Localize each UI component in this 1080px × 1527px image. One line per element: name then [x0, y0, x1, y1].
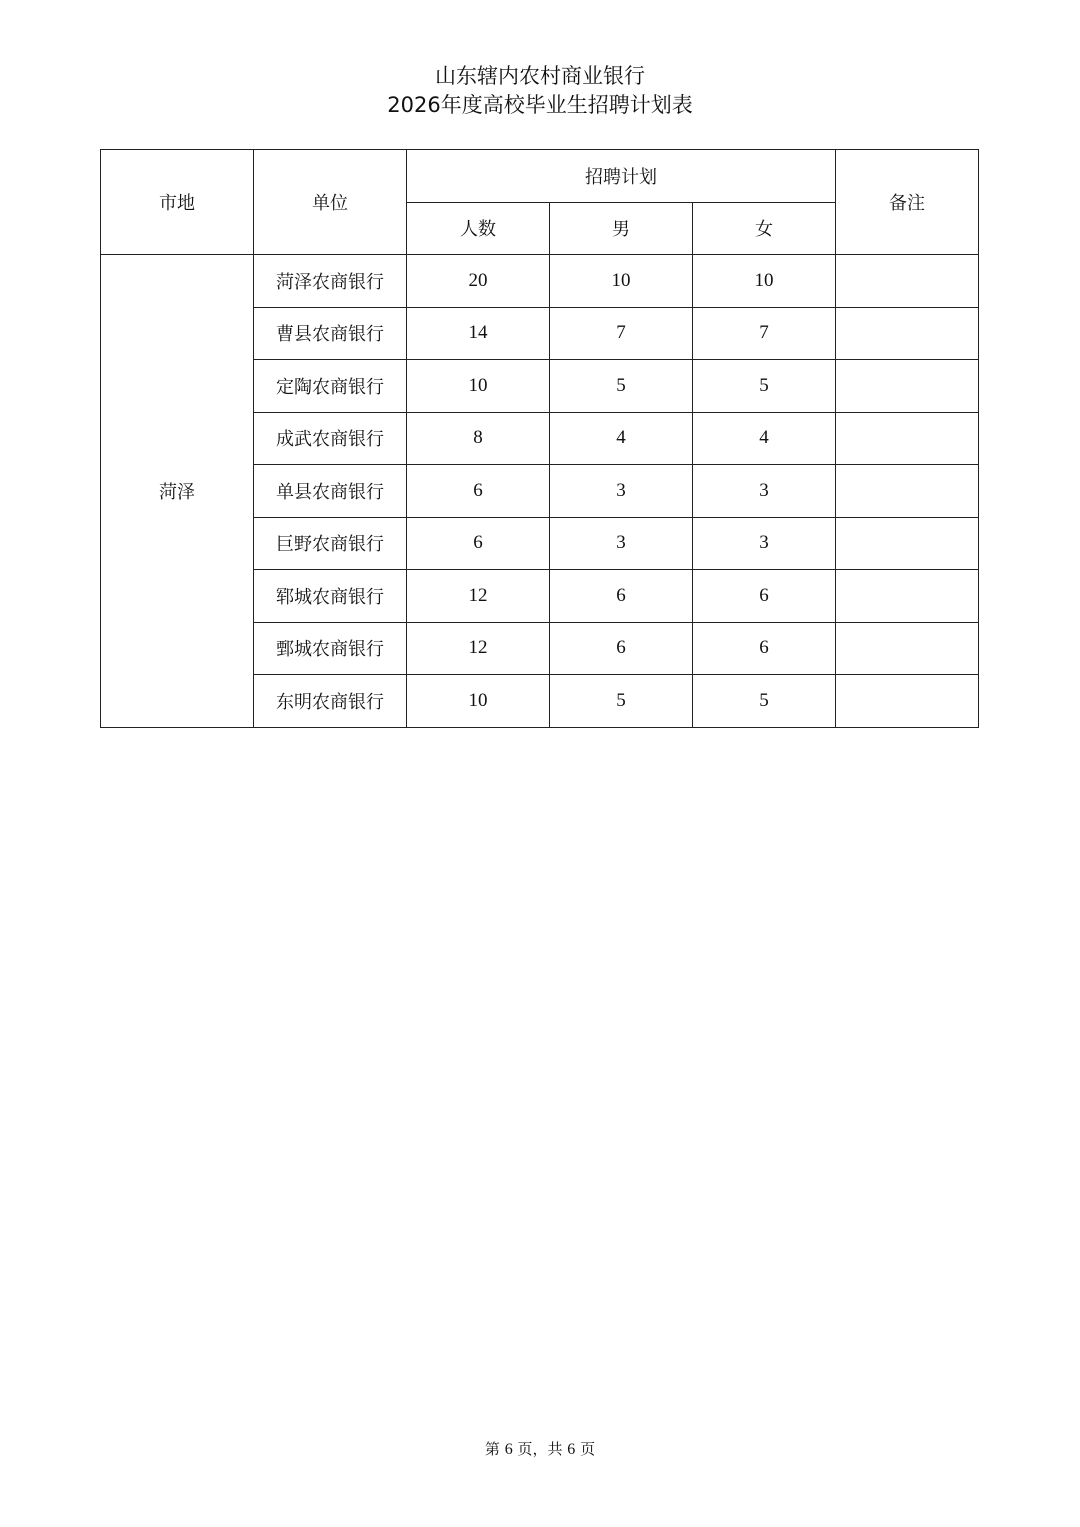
header-plan: 招聘计划 — [407, 150, 836, 203]
unit-cell: 定陶农商银行 — [254, 360, 407, 413]
remark-cell — [836, 622, 979, 675]
remark-cell — [836, 465, 979, 518]
female-cell: 10 — [693, 255, 836, 308]
male-cell: 6 — [550, 570, 693, 623]
recruitment-plan-table — [100, 149, 979, 728]
unit-cell: 郓城农商银行 — [254, 570, 407, 623]
male-cell: 5 — [550, 360, 693, 413]
female-cell: 5 — [693, 360, 836, 413]
header-row-1 — [101, 150, 979, 203]
unit-cell: 曹县农商银行 — [254, 307, 407, 360]
female-cell: 6 — [693, 622, 836, 675]
male-cell: 3 — [550, 517, 693, 570]
total-cell: 8 — [407, 412, 550, 465]
female-cell: 7 — [693, 307, 836, 360]
unit-cell: 鄄城农商银行 — [254, 622, 407, 675]
document-title — [0, 62, 1080, 120]
unit-cell: 菏泽农商银行 — [254, 255, 407, 308]
header-male: 男 — [550, 202, 693, 255]
female-cell: 5 — [693, 675, 836, 728]
table-row — [101, 255, 979, 308]
total-cell: 6 — [407, 465, 550, 518]
total-cell: 10 — [407, 675, 550, 728]
header-remark: 备注 — [836, 150, 979, 255]
total-pages-number: 6 — [567, 1441, 576, 1458]
unit-cell: 巨野农商银行 — [254, 517, 407, 570]
title-line-1: 山东辖内农村商业银行 — [435, 64, 645, 88]
footer-middle: 页，共 — [517, 1440, 563, 1458]
male-cell: 6 — [550, 622, 693, 675]
city-cell: 菏泽 — [101, 255, 254, 728]
header-female: 女 — [693, 202, 836, 255]
header-unit: 单位 — [254, 150, 407, 255]
remark-cell — [836, 255, 979, 308]
remark-cell — [836, 517, 979, 570]
total-cell: 10 — [407, 360, 550, 413]
female-cell: 6 — [693, 570, 836, 623]
male-cell: 10 — [550, 255, 693, 308]
remark-cell — [836, 412, 979, 465]
header-total: 人数 — [407, 202, 550, 255]
total-cell: 6 — [407, 517, 550, 570]
female-cell: 3 — [693, 465, 836, 518]
remark-cell — [836, 570, 979, 623]
title-line-2: 2026年度高校毕业生招聘计划表 — [387, 93, 693, 117]
unit-cell: 东明农商银行 — [254, 675, 407, 728]
male-cell: 4 — [550, 412, 693, 465]
header-city: 市地 — [101, 150, 254, 255]
current-page-number: 6 — [504, 1441, 513, 1458]
male-cell: 7 — [550, 307, 693, 360]
remark-cell — [836, 360, 979, 413]
total-cell: 12 — [407, 570, 550, 623]
female-cell: 4 — [693, 412, 836, 465]
footer-suffix: 页 — [580, 1440, 596, 1458]
remark-cell — [836, 307, 979, 360]
male-cell: 3 — [550, 465, 693, 518]
unit-cell: 成武农商银行 — [254, 412, 407, 465]
unit-cell: 单县农商银行 — [254, 465, 407, 518]
total-cell: 20 — [407, 255, 550, 308]
female-cell: 3 — [693, 517, 836, 570]
male-cell: 5 — [550, 675, 693, 728]
remark-cell — [836, 675, 979, 728]
total-cell: 12 — [407, 622, 550, 675]
footer-prefix: 第 — [484, 1440, 500, 1458]
page-footer — [0, 1438, 1080, 1459]
total-cell: 14 — [407, 307, 550, 360]
